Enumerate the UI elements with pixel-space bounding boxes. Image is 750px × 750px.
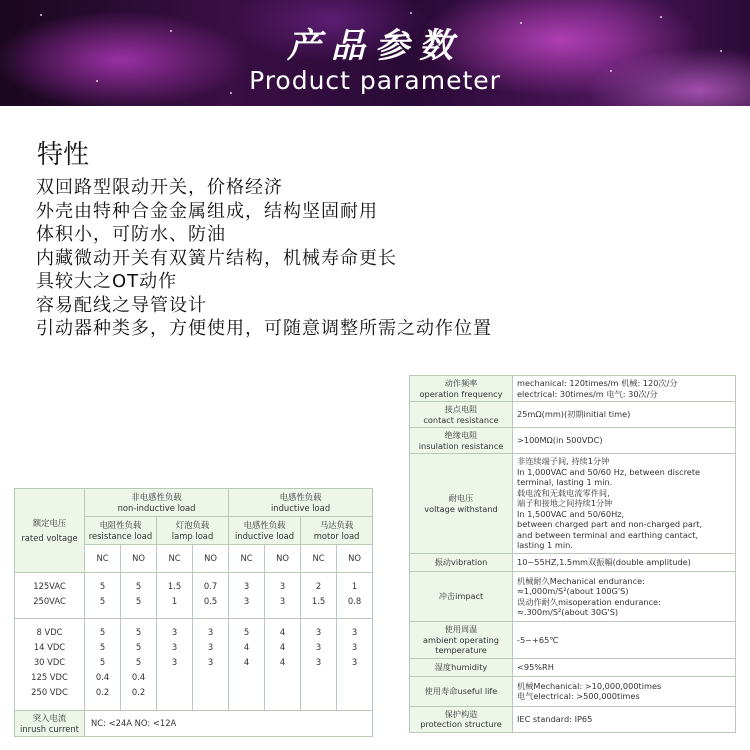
spec-key: 振动vibration — [410, 554, 513, 572]
non-inductive-header: 非电感性负载 non-inductive load — [85, 489, 229, 517]
spec-key: 接点电阻 contact resistance — [410, 402, 513, 428]
feature-item: 容易配线之导管设计 — [36, 294, 207, 316]
spec-value: <95%RH — [513, 658, 736, 676]
spec-value: 10~55HZ,1.5mm双振幅(double amplitude) — [513, 554, 736, 572]
spec-table — [409, 375, 736, 733]
spec-value: 机械耐久Mechanical endurance: ≈1,000m/S²(about 100G'S) 误动作耐久misoperation endurance: ≈.300m/S²(about 30G'S) — [513, 572, 736, 622]
nc-header: NC — [301, 545, 337, 573]
spec-value: 机械Mechanical: >10,000,000times 电气electrical: >500,000times — [513, 676, 736, 706]
features-list — [36, 176, 492, 341]
feature-item: 具较大之OT动作 — [36, 271, 178, 292]
nc-header: NC — [157, 545, 193, 573]
spec-row — [410, 428, 736, 454]
feature-item: 外壳由特种合金金属组成，结构坚固耐用 — [36, 200, 378, 222]
spec-key: 使用周温 ambient operating temperature — [410, 622, 513, 659]
spec-row — [410, 706, 736, 732]
banner-title-en: Product parameter — [249, 66, 501, 95]
header-banner — [0, 0, 750, 106]
rated-voltage-header: 额定电压 rated voltage — [15, 489, 85, 573]
resistance-load-header: 电阻性负载 resistance load — [85, 517, 157, 545]
dc-rating-row: 8 VDC 14 VDC 30 VDC 125 VDC 250 VDC 5 5 5 0.4 0.2 5 5 5 0.4 0.2 3 3 3 3 3 3 5 4 4 4 4 4 3 3 3 3 3 3 — [15, 619, 373, 711]
ac-rating-row: 125VAC 250VAC 5 5 5 5 1.5 1 0.7 0.5 3 3 3 3 2 1.5 1 0.8 — [15, 573, 373, 619]
spec-row — [410, 376, 736, 402]
spec-value: >100MΩ(in 500VDC) — [513, 428, 736, 454]
spec-row — [410, 676, 736, 706]
banner-title-cn: 产品参数 — [287, 26, 463, 66]
feature-item: 双回路型限动开关，价格经济 — [36, 177, 283, 198]
feature-item: 体积小，可防水、防油 — [36, 224, 226, 245]
spec-value: mechanical: 120times/m 机械: 120次/分 electrical: 30times/m 电气: 30次/分 — [513, 376, 736, 402]
spec-row — [410, 454, 736, 554]
spec-row — [410, 622, 736, 659]
spec-value: -5~+65℃ — [513, 622, 736, 659]
spec-key: 动作频率 operation frequency — [410, 376, 513, 402]
spec-row — [410, 572, 736, 622]
spec-key: 冲击impact — [410, 572, 513, 622]
load-rating-table — [14, 488, 373, 737]
spec-row — [410, 554, 736, 572]
spec-key: 湿度humidity — [410, 658, 513, 676]
spec-value: 非连续端子间, 持续1分钟 In 1,000VAC and 50/60 Hz, between discrete terminal, lasting 1 min. 载电流和无载电流零件间, 端子和接地之间持续1分钟 In 1,500VAC and 50/60Hz, between charged part and non-charged part, and between terminal and earthing cantact, lasting 1 min. — [513, 454, 736, 554]
features-heading: 特性 — [37, 140, 90, 170]
no-header: NO — [193, 545, 229, 573]
spec-value: 25mΩ(mm)(初期initial time) — [513, 402, 736, 428]
spec-row — [410, 658, 736, 676]
lamp-load-header: 灯泡负载 lamp load — [157, 517, 229, 545]
spec-key: 耐电压 voltage withstand — [410, 454, 513, 554]
spec-key: 保护构造 protection structure — [410, 706, 513, 732]
no-header: NO — [337, 545, 373, 573]
feature-item: 引动器种类多，方便使用，可随意调整所需之动作位置 — [36, 318, 492, 339]
inductive-header: 电感性负载 inductive load — [229, 489, 373, 517]
inrush-row: 突入电流 inrush current NC: <24A NO: <12A — [15, 711, 373, 737]
inrush-value: NC: <24A NO: <12A — [85, 711, 373, 737]
motor-load-header: 马达负载 motor load — [301, 517, 373, 545]
nc-header: NC — [229, 545, 265, 573]
no-header: NO — [121, 545, 157, 573]
spec-key: 使用寿命useful life — [410, 676, 513, 706]
nc-header: NC — [85, 545, 121, 573]
feature-item: 内藏微动开关有双簧片结构，机械寿命更长 — [36, 247, 397, 269]
spec-row — [410, 402, 736, 428]
inductive-load-header: 电感性负载 inductive load — [229, 517, 301, 545]
spec-value: IEC standard: IP65 — [513, 706, 736, 732]
no-header: NO — [265, 545, 301, 573]
spec-key: 绝缘电阻 insulation resistance — [410, 428, 513, 454]
